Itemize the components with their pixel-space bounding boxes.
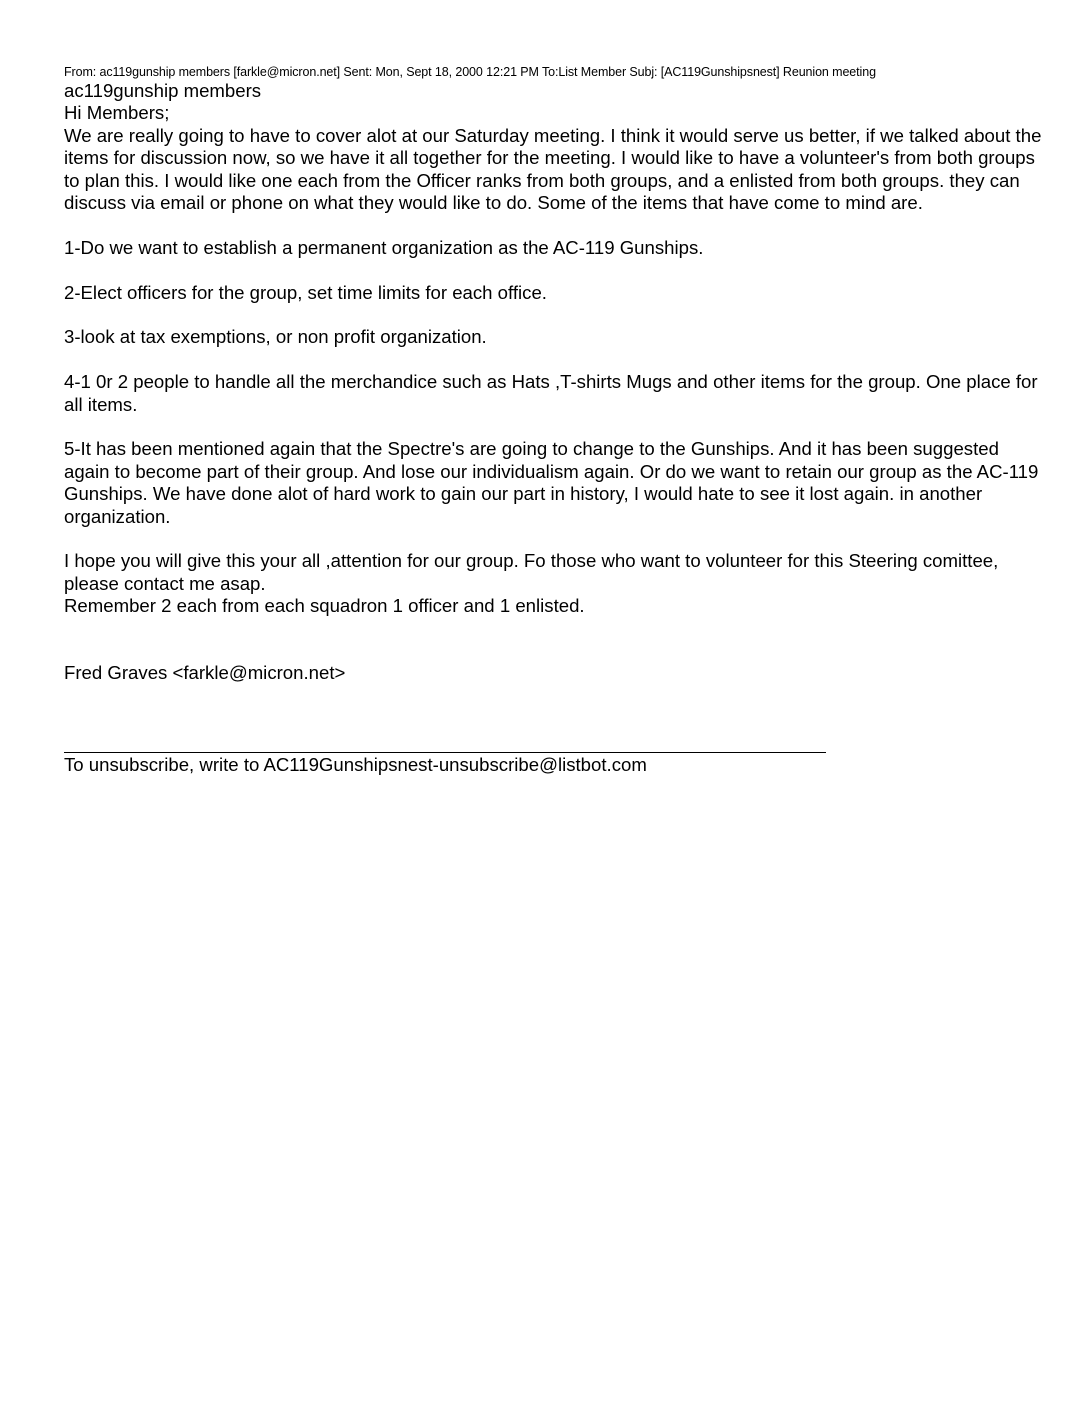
signature: Fred Graves <farkle@micron.net> — [64, 662, 346, 684]
sender-name: ac119gunship members — [64, 80, 262, 101]
list-item: 3-look at tax exemptions, or non profit organization. — [64, 326, 487, 348]
email-document — [64, 64, 1044, 776]
unsubscribe-line: To unsubscribe, write to AC119Gunshipsnest-unsubscribe@listbot.com — [64, 753, 647, 775]
greeting: Hi Members; — [64, 102, 170, 124]
email-body — [64, 80, 1044, 776]
reminder-line: Remember 2 each from each squadron 1 officer and 1 enlisted. — [64, 595, 585, 617]
list-item: 1-Do we want to establish a permanent organization as the AC-119 Gunships. — [64, 236, 704, 258]
closing-paragraph: I hope you will give this your all ,attention for our group. Fo those who want to volunteer for this Steering comittee, please contact me asap. — [64, 550, 999, 594]
list-item: 2-Elect officers for the group, set time limits for each office. — [64, 281, 547, 303]
intro-paragraph: We are really going to have to cover alot at our Saturday meeting. I think it would serve us better, if we talked about the items for discussion now, so we have it all together for the meeting. I would like to have a volunteer's from both groups to plan this. I would like one each from the Officer ranks from both groups, and a enlisted from both groups. they can discuss via email or phone on what they would like to do. Some of the items that have come to mind are. — [64, 124, 1042, 214]
list-item: 5-It has been mentioned again that the Spectre's are going to change to the Gunships. And it has been suggested again to become part of their group. And lose our individualism again. Or do we want to retain our group as the AC-119 Gunships. We have done alot of hard work to gain our part in history, I would hate to see it lost again. in another organization. — [64, 438, 1039, 527]
email-meta-line: From: ac119gunship members [farkle@micron.net] Sent: Mon, Sept 18, 2000 12:21 PM To:List Member Subj: [AC119Gunshipsnest] Reunion meeting — [64, 65, 876, 79]
footer-divider — [64, 752, 826, 753]
list-item: 4-1 0r 2 people to handle all the merchandice such as Hats ,T-shirts Mugs and other items for the group. One place for all items. — [64, 371, 1038, 415]
